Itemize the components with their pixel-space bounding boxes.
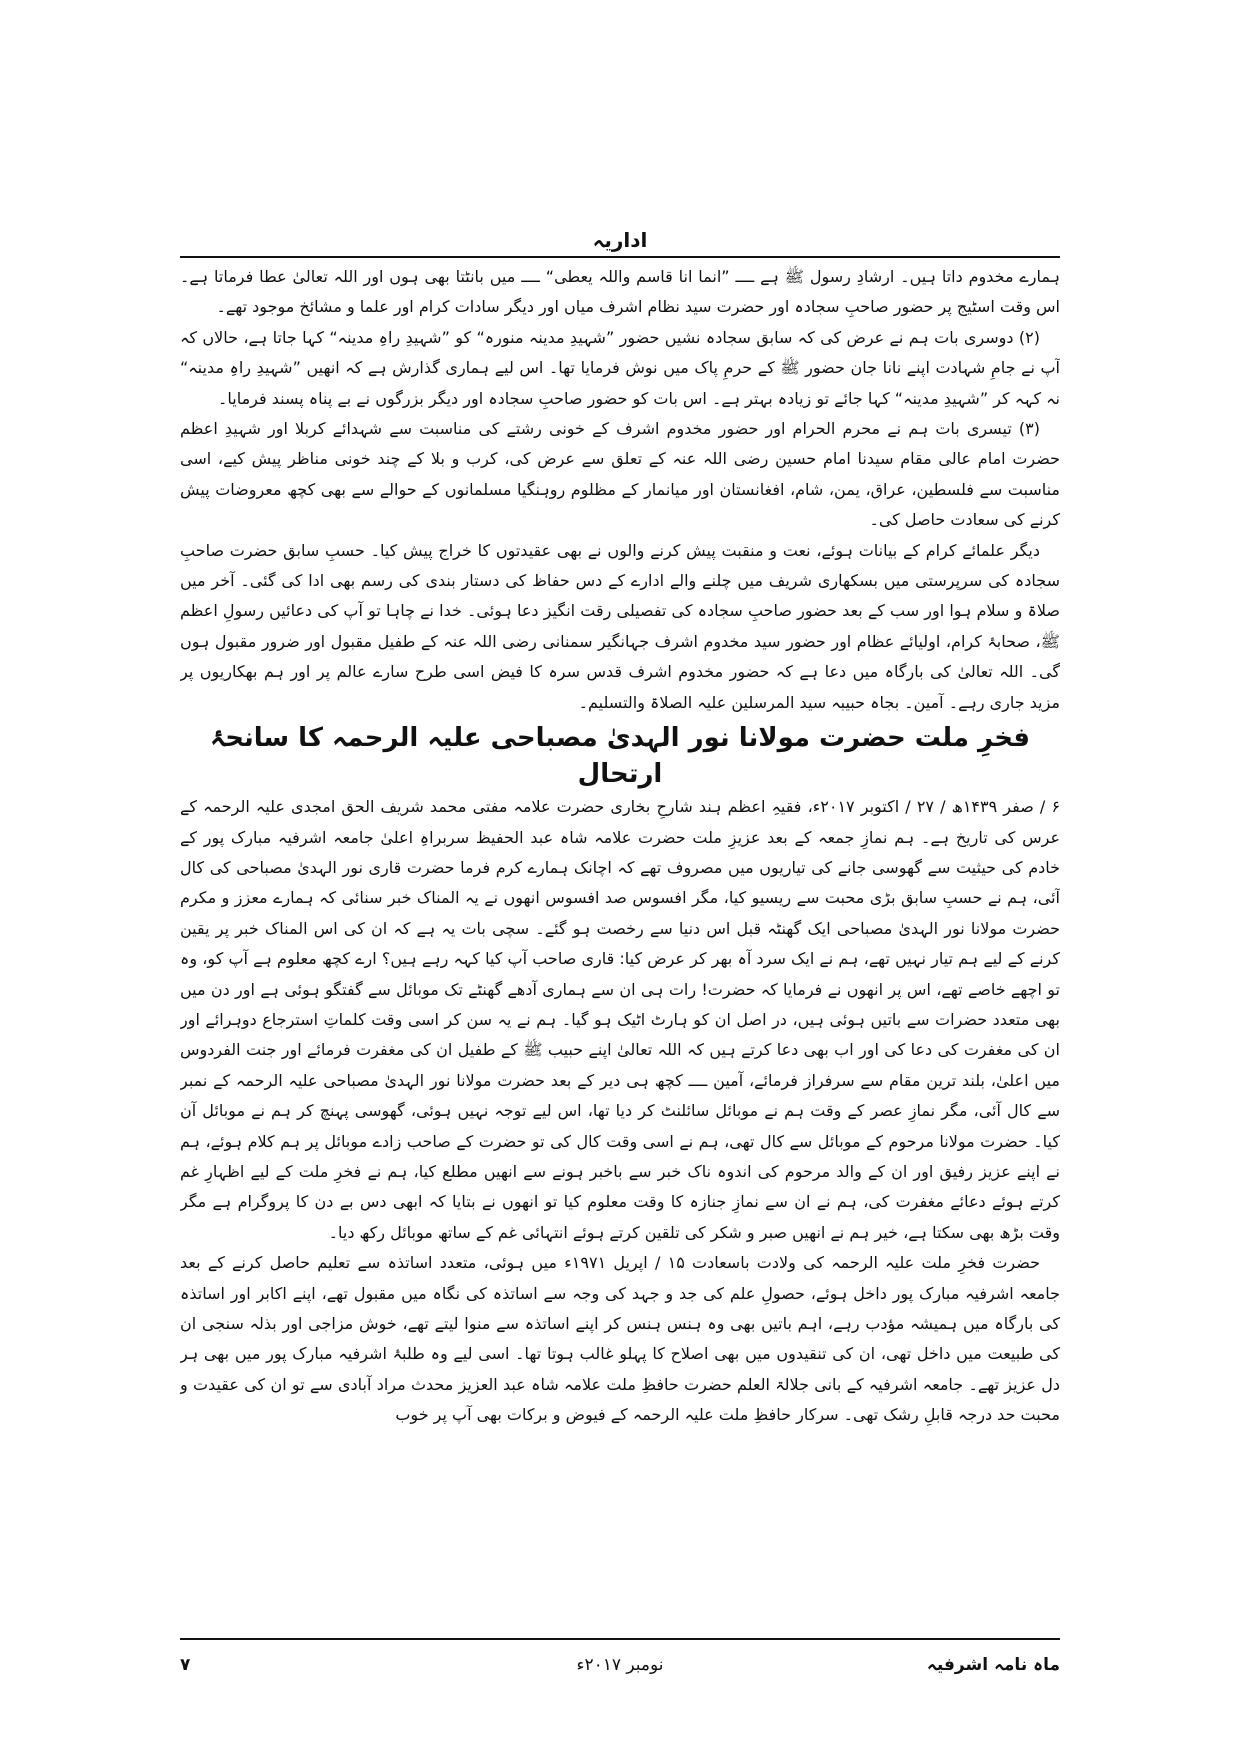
paragraph-section-1: ۶ / صفر ۱۴۳۹ھ / ۲۷ / اکتوبر ۲۰۱۷ء، فقیہِ اعظم ہند شارحِ بخاری حضرت علامہ مفتی محمد شریف الحق امجدی علیہ الرحمہ کے عرس کی تاریخ ہے۔ ہم نمازِ جمعہ کے بعد عزیزِ ملت حضرت علامہ شاہ عبد الحفیظ سربراہِ اعلیٰ جامعہ اشرفیہ مبارک پور کے خادم کی حیثیت سے گھوسی جانے کی تیاریوں میں مصروف تھے کہ اچانک ہمارے کرم فرما حضرت قاری نور الہدیٰ مصباحی کی کال آئی، ہم نے حسبِ سابق بڑی محبت سے ریسیو کیا، مگر افسوس صد افسوس انھوں نے یہ المناک خبر سنائی کہ ہمارے معزز و مکرم حضرت مولانا نور الہدیٰ مصباحی ایک گھنٹہ قبل اس دنیا سے رخصت ہو گئے۔ سچی بات یہ ہے کہ ان کی اس المناک خبر پر یقین کرنے کے لیے ہم تیار نہیں تھے، ہم نے ایک سرد آہ بھر کر عرض کیا: قاری صاحب آپ کیا کہہ رہے ہیں؟ ارے کچھ معلوم ہے آپ کو، وہ تو اچھے خاصے تھے، اس پر انھوں نے فرمایا کہ حضرت! رات ہی ان سے ہماری آدھے گھنٹے تک موبائل سے گفتگو ہوئی ہے اور دن میں بھی متعدد حضرات سے باتیں ہوئی ہیں، در اصل ان کو ہارٹ اٹیک ہو گیا۔ ہم نے یہ سن کر اسی وقت کلماتِ استرجاع دوہرائے اور ان کی مغفرت کی دعا کی اور اب بھی دعا کرتے ہیں کہ اللہ تعالیٰ اپنے حبیب ﷺ کے طفیل ان کی مغفرت فرمائے اور جنت الفردوس میں اعلیٰ، بلند ترین مقام سے سرفراز فرمائے، آمین ــــ کچھ ہی دیر کے بعد حضرت مولانا نور الہدیٰ مصباحی علیہ الرحمہ کے نمبر سے کال آئی، مگر نمازِ عصر کے وقت ہم نے موبائل سائلنٹ کر دیا تھا، اس لیے توجہ نہیں ہوئی، گھوسی پہنچ کر ہم نے موبائل آن کیا۔ حضرت مولانا مرحوم کے موبائل سے کال تھی، ہم نے اسی وقت کال کی تو حضرت کے صاحب زادے موبائل پر ہم کلام ہوئے، ہم نے اپنے عزیز رفیق اور ان کے والد مرحوم کی اندوہ ناک خبر سے باخبر ہونے سے انھیں مطلع کیا، ہم نے فخرِ ملت کے لیے اظہارِ غم کرتے ہوئے دعائے مغفرت کی، ہم نے ان سے نمازِ جنازہ کا وقت معلوم کیا تو انھوں نے بتایا کہ ابھی دس بے دن کا پروگرام ہے مگر وقت بڑھ بھی سکتا ہے، خیر ہم نے انھیں صبر و شکر کی تلقین کرتے ہوئے انتہائی غم کے ساتھ موبائل رکھ دیا۔ [180, 797, 1060, 1242]
paragraph-intro-1: ہمارے مخدوم داتا ہیں۔ ارشادِ رسول ﷺ ہے ــــ ”انما انا قاسم واللہ یعطی“ ــــ میں بانٹتا بھی ہوں اور اللہ تعالیٰ عطا فرماتا ہے۔ اس وقت اسٹیج پر حضور صاحبِ سجادہ اور حضرت سید نظام اشرف میاں اور دیگر سادات کرام اور علما و مشائخ موجود تھے۔ [180, 267, 1060, 317]
paragraph-section-2: حضرت فخرِ ملت علیہ الرحمہ کی ولادت باسعادت ۱۵ / اپریل ۱۹۷۱ء میں ہوئی، متعدد اساتذہ سے تعلیم حاصل کرنے کے بعد جامعہ اشرفیہ مبارک پور داخل ہوئے، حصولِ علم کی جد و جہد کی وجہ سے اساتذہ کی نگاہ میں مقبول تھے، اپنے اکابر اور اساتذہ کی بارگاہ میں ہمیشہ مؤدب رہے، اہم باتیں بھی وہ ہنس ہنس کر اپنے اساتذہ سے منوا لیتے تھے، خوش مزاجی اور بذلہ سنجی ان کی طبیعت میں داخل تھی، ان کی تنقیدوں میں بھی اصلاح کا پہلو غالب ہوتا تھا۔ اسی لیے وہ طلبۂ اشرفیہ مبارک پور میں بھی ہر دل عزیز تھے۔ جامعہ اشرفیہ کے بانی جلالۃ العلم حضرت حافظِ ملت علامہ شاہ عبد العزیز محدث مراد آبادی سے تو ان کی عقیدت و محبت حد درجہ قابلِ رشک تھی۔ سرکار حافظِ ملت علیہ الرحمہ کے فیوض و برکات بھی آپ پر خوب [180, 1253, 1060, 1425]
section-title: اداریہ [592, 228, 648, 252]
footer-rule [180, 1638, 1060, 1640]
header-rule [180, 256, 1060, 258]
magazine-name: ماہ نامہ اشرفیہ [926, 1655, 1060, 1675]
page-number: ۷ [180, 1655, 191, 1675]
paragraph-intro-2: (۲) دوسری بات ہم نے عرض کی کہ سابق سجادہ نشیں حضور ”شہیدِ مدینہ منورہ“ کو ”شہیدِ راہِ مدینہ“ کہا جاتا ہے، حالاں کہ آپ نے جامِ شہادت اپنے نانا جان حضور ﷺ کے حرمِ پاک میں نوش فرمایا تھا۔ اس لیے ہماری گذارش ہے کہ انھیں ”شہیدِ راہِ مدینہ“ نہ کہہ کر ”شہیدِ مدینہ“ کہا جائے تو زیادہ بہتر ہے۔ اس بات کو حضور صاحبِ سجادہ اور دیگر بزرگوں نے بے پناہ پسند فرمایا۔ [180, 327, 1060, 408]
paragraph-intro-3: (۳) تیسری بات ہم نے محرم الحرام اور حضور مخدوم اشرف کے خونی رشتے کی مناسبت سے شہدائے کربلا اور شہیدِ اعظم حضرت امام عالی مقام سیدنا امام حسین رضی اللہ عنہ کے تعلق سے عرض کی، کرب و بلا کے چند خونی مناظر پیش کیے، اسی مناسبت سے فلسطین، عراق، یمن، شام، افغانستان اور میانمار کے مظلوم روہنگیا مسلمانوں کے حوالے سے بھی کچھ معروضات پیش کرنے کی سعادت حاصل کی۔ [180, 419, 1060, 530]
article-body [180, 262, 1060, 1622]
paragraph-intro-4: دیگر علمائے کرام کے بیانات ہوئے، نعت و منقبت پیش کرنے والوں نے بھی عقیدتوں کا خراج پیش کیا۔ حسبِ سابق حضرت صاحبِ سجادہ کی سرپرستی میں بسکھاری شریف میں چلنے والے ادارے کے دس حفاظ کی دستار بندی کی رسم بھی ادا کی گئی۔ آخر میں صلاۃ و سلام ہوا اور سب کے بعد حضور صاحبِ سجادہ کی تفصیلی رقت انگیز دعا ہوئی۔ خدا نے چاہا تو آپ کی دعائیں رسولِ اعظم ﷺ، صحابۂ کرام، اولیائے عظام اور حضور سید مخدوم اشرف جہانگیر سمنانی رضی اللہ عنہ کے طفیل مقبول اور ضرور مقبول ہوں گی۔ اللہ تعالیٰ کی بارگاہ میں دعا ہے کہ حضور مخدوم اشرف قدس سرہ کا فیض اسی طرح سارے عالم پر اور ہم بھکاریوں پر مزید جاری رہے۔ آمین۔ بجاہ حبیبہ سید المرسلین علیہ الصلاۃ والتسلیم۔ [180, 540, 1060, 712]
issue-date: نومبر ۲۰۱۷ء [576, 1655, 664, 1675]
page-footer [180, 1652, 1060, 1678]
section-heading: فخرِ ملت حضرت مولانا نور الہدیٰ مصباحی علیہ الرحمہ کا سانحۂ ارتحال [210, 723, 1030, 790]
